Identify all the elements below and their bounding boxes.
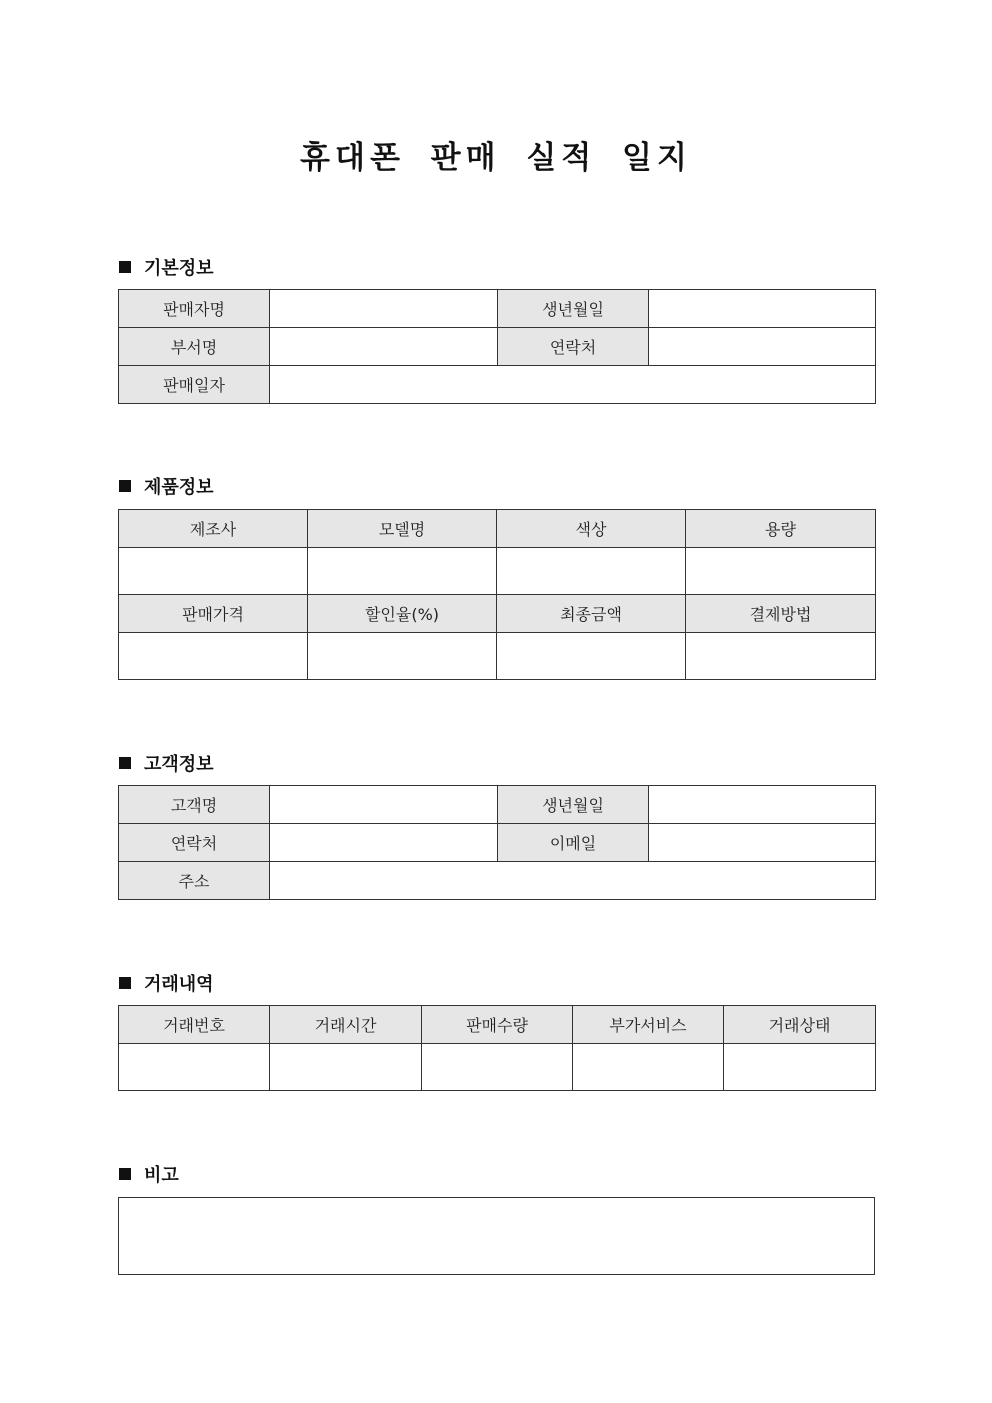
customer-info-table (118, 785, 876, 900)
seller-name-field[interactable] (270, 290, 498, 328)
address-label: 주소 (119, 862, 270, 900)
sale-quantity-field[interactable] (422, 1044, 573, 1091)
sale-date-field[interactable] (270, 366, 876, 404)
black-square-icon (119, 757, 131, 769)
section-heading-label: 거래내역 (144, 974, 214, 995)
transaction-number-field[interactable] (119, 1044, 270, 1091)
customer-name-label: 고객명 (119, 786, 270, 824)
seller-birth-date-field[interactable] (649, 290, 876, 328)
section-heading-transaction (119, 970, 214, 996)
customer-birth-date-label: 생년월일 (498, 786, 649, 824)
department-field[interactable] (270, 328, 498, 366)
section-heading-product (119, 473, 214, 499)
color-field[interactable] (497, 548, 686, 595)
seller-birth-date-label: 생년월일 (498, 290, 649, 328)
transaction-number-label: 거래번호 (119, 1006, 270, 1044)
transaction-status-label: 거래상태 (724, 1006, 876, 1044)
email-field[interactable] (649, 824, 876, 862)
customer-contact-label: 연락처 (119, 824, 270, 862)
department-label: 부서명 (119, 328, 270, 366)
remarks-field[interactable] (119, 1198, 875, 1275)
section-heading-label: 제품정보 (144, 477, 214, 498)
black-square-icon (119, 480, 131, 492)
customer-name-field[interactable] (270, 786, 498, 824)
section-heading-label: 고객정보 (144, 754, 214, 775)
sale-price-label: 판매가격 (119, 595, 308, 633)
color-label: 색상 (497, 510, 686, 548)
sale-quantity-label: 판매수량 (422, 1006, 573, 1044)
transaction-status-field[interactable] (724, 1044, 876, 1091)
basic-info-table (118, 289, 876, 404)
sale-price-field[interactable] (119, 633, 308, 680)
capacity-field[interactable] (686, 548, 876, 595)
address-field[interactable] (270, 862, 876, 900)
sale-date-label: 판매일자 (119, 366, 270, 404)
final-amount-field[interactable] (497, 633, 686, 680)
transaction-time-label: 거래시간 (270, 1006, 422, 1044)
model-name-label: 모델명 (308, 510, 497, 548)
seller-contact-label: 연락처 (498, 328, 649, 366)
additional-service-field[interactable] (573, 1044, 724, 1091)
additional-service-label: 부가서비스 (573, 1006, 724, 1044)
transaction-time-field[interactable] (270, 1044, 422, 1091)
section-heading-customer (119, 750, 214, 776)
seller-name-label: 판매자명 (119, 290, 270, 328)
section-heading-basic (119, 254, 214, 280)
model-name-field[interactable] (308, 548, 497, 595)
customer-contact-field[interactable] (270, 824, 498, 862)
discount-rate-label: 할인율(%) (308, 595, 497, 633)
email-label: 이메일 (498, 824, 649, 862)
product-info-table (118, 509, 876, 680)
page-title: 휴대폰 판매 실적 일지 (300, 140, 692, 176)
seller-contact-field[interactable] (649, 328, 876, 366)
final-amount-label: 최종금액 (497, 595, 686, 633)
black-square-icon (119, 977, 131, 989)
manufacturer-field[interactable] (119, 548, 308, 595)
section-heading-label: 기본정보 (144, 258, 214, 279)
section-heading-remarks (119, 1161, 179, 1187)
customer-birth-date-field[interactable] (649, 786, 876, 824)
discount-rate-field[interactable] (308, 633, 497, 680)
manufacturer-label: 제조사 (119, 510, 308, 548)
capacity-label: 용량 (686, 510, 876, 548)
section-heading-label: 비고 (144, 1165, 179, 1186)
black-square-icon (119, 1168, 131, 1180)
remarks-table (118, 1197, 875, 1275)
transaction-table (118, 1005, 876, 1091)
payment-method-field[interactable] (686, 633, 876, 680)
black-square-icon (119, 261, 131, 273)
payment-method-label: 결제방법 (686, 595, 876, 633)
